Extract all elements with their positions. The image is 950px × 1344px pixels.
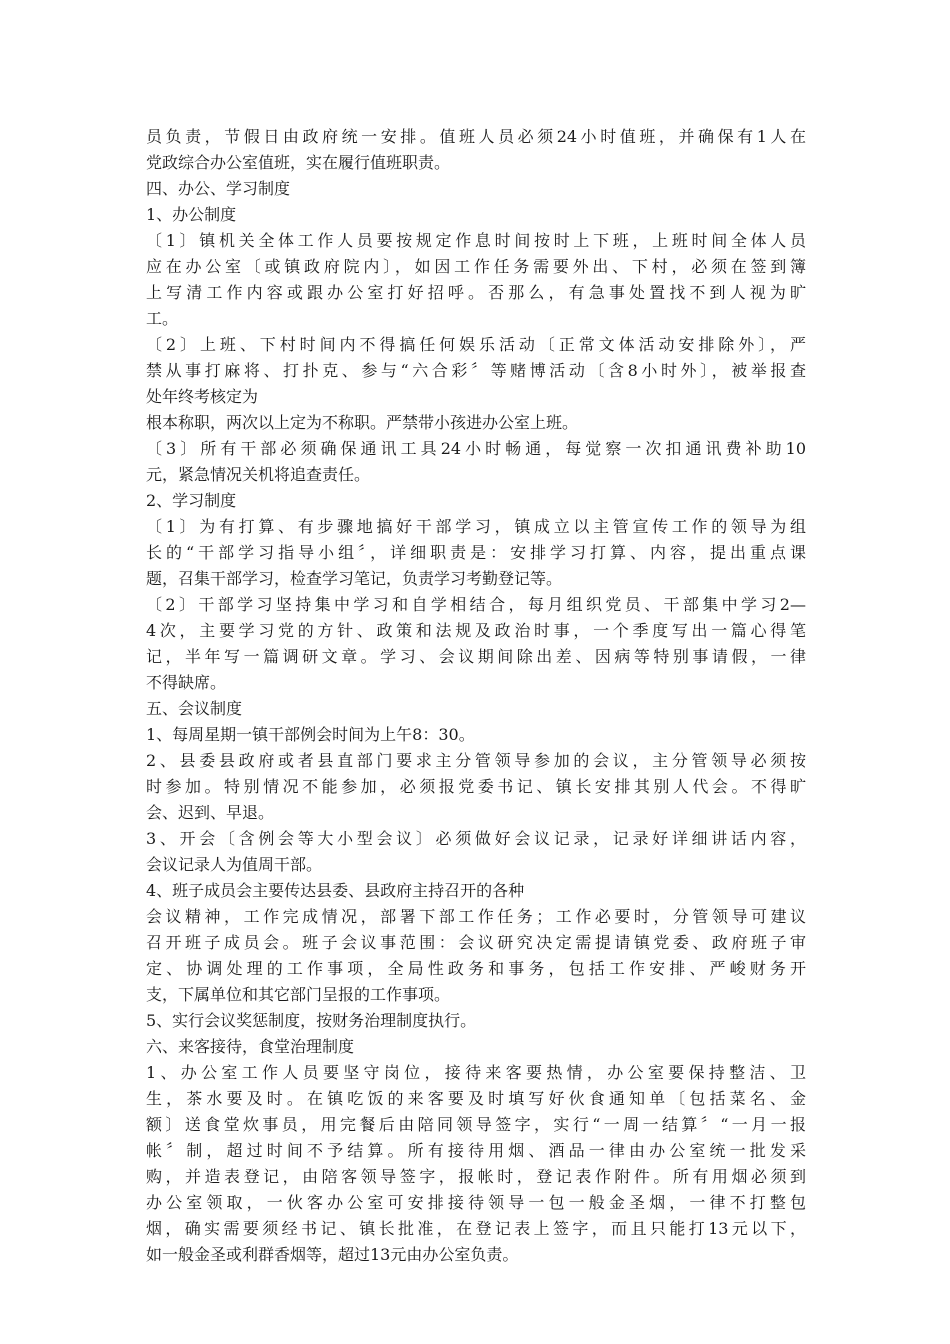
body-line: 4、班子成员会主要传达县委、县政府主持召开的各种	[146, 881, 525, 900]
body-line: 5、实行会议奖惩制度，按财务治理制度执行。	[146, 1011, 477, 1030]
body-line: 帐〞制，超过时间不予结算。所有接待用烟、酒品一律由办公室统一批发采	[146, 1141, 806, 1160]
body-line: 〔3〕所有干部必须确保通讯工具24小时畅通，每觉察一次扣通讯费补助10	[146, 439, 806, 458]
body-line: 时参加。特别情况不能参加，必须报党委书记、镇长安排其别人代会。不得旷	[146, 777, 806, 796]
body-line: 不得缺席。	[146, 673, 227, 692]
body-line: 生，茶水要及时。在镇吃饭的来客要及时填写好伙食通知单〔包括菜名、金	[146, 1089, 806, 1108]
body-line: 处年终考核定为	[146, 387, 259, 406]
body-line: 支，下属单位和其它部门呈报的工作事项。	[146, 985, 451, 1004]
body-line: 上写清工作内容或跟办公室打好招呼。否那么，有急事处置找不到人视为旷	[146, 283, 806, 302]
body-line: 〔2〕干部学习坚持集中学习和自学相结合，每月组织党员、干部集中学习2—	[146, 595, 806, 614]
body-line: 烟，确实需要须经书记、镇长批准，在登记表上签字，而且只能打13元以下，	[146, 1219, 806, 1238]
section-heading: 四、办公、学习制度	[146, 179, 291, 198]
body-line: 员负责，节假日由政府统一安排。值班人员必须24小时值班，并确保有1人在	[146, 127, 806, 146]
body-line: 定、协调处理的工作事项，全局性政务和事务，包括工作安排、严峻财务开	[146, 959, 806, 978]
body-line: 额〕送食堂炊事员，用完餐后由陪同领导签字，实行“一周一结算〞“一月一报	[146, 1115, 806, 1134]
subsection-heading: 2、学习制度	[146, 491, 237, 510]
body-line: 党政综合办公室值班，实在履行值班职责。	[146, 153, 451, 172]
body-line: 3、开会〔含例会等大小型会议〕必须做好会议记录，记录好详细讲话内容，	[146, 829, 806, 848]
section-heading: 五、会议制度	[146, 699, 243, 718]
body-line: 〔2〕上班、下村时间内不得搞任何娱乐活动〔正常文体活动安排除外〕，严	[146, 335, 806, 354]
document-body	[146, 124, 806, 1268]
section-heading: 六、来客接待，食堂治理制度	[146, 1037, 355, 1056]
body-line: 长的“干部学习指导小组〞，详细职责是：安排学习打算、内容，提出重点课	[146, 543, 806, 562]
body-line: 4次，主要学习党的方针、政策和法规及政治时事，一个季度写出一篇心得笔	[146, 621, 806, 640]
body-line: 购，并造表登记，由陪客领导签字，报帐时，登记表作附件。所有用烟必须到	[146, 1167, 806, 1186]
body-line: 〔1〕镇机关全体工作人员要按规定作息时间按时上下班，上班时间全体人员	[146, 231, 806, 250]
body-line: 记，半年写一篇调研文章。学习、会议期间除出差、因病等特别事请假，一律	[146, 647, 806, 666]
body-line: 禁从事打麻将、打扑克、参与“六合彩〞等赌博活动〔含8小时外〕，被举报查	[146, 361, 806, 380]
body-line: 会议记录人为值周干部。	[146, 855, 323, 874]
body-line: 元，紧急情况关机将追查责任。	[146, 465, 371, 484]
body-line: 1、办公室工作人员要坚守岗位，接待来客要热情，办公室要保持整洁、卫	[146, 1063, 806, 1082]
body-line: 2、县委县政府或者县直部门要求主分管领导参加的会议，主分管领导必须按	[146, 751, 806, 770]
body-line: 会议精神，工作完成情况，部署下部工作任务；工作必要时，分管领导可建议	[146, 907, 806, 926]
body-line: 题，召集干部学习，检查学习笔记，负责学习考勤登记等。	[146, 569, 563, 588]
body-line: 工。	[146, 309, 179, 328]
body-line: 会、迟到、早退。	[146, 803, 275, 822]
body-line: 根本称职，两次以上定为不称职。严禁带小孩进办公室上班。	[146, 413, 579, 432]
body-line: 办公室领取，一伙客办公室可安排接待领导一包一般金圣烟，一律不打整包	[146, 1193, 806, 1212]
body-line: 〔1〕为有打算、有步骤地搞好干部学习，镇成立以主管宣传工作的领导为组	[146, 517, 806, 536]
body-line: 召开班子成员会。班子会议事范围：会议研究决定需提请镇党委、政府班子审	[146, 933, 806, 952]
body-line: 如一般金圣或利群香烟等，超过13元由办公室负责。	[146, 1245, 519, 1264]
subsection-heading: 1、办公制度	[146, 205, 237, 224]
body-line: 1、每周星期一镇干部例会时间为上午8：30。	[146, 725, 475, 744]
body-line: 应在办公室〔或镇政府院内〕，如因工作任务需要外出、下村，必须在签到簿	[146, 257, 806, 276]
